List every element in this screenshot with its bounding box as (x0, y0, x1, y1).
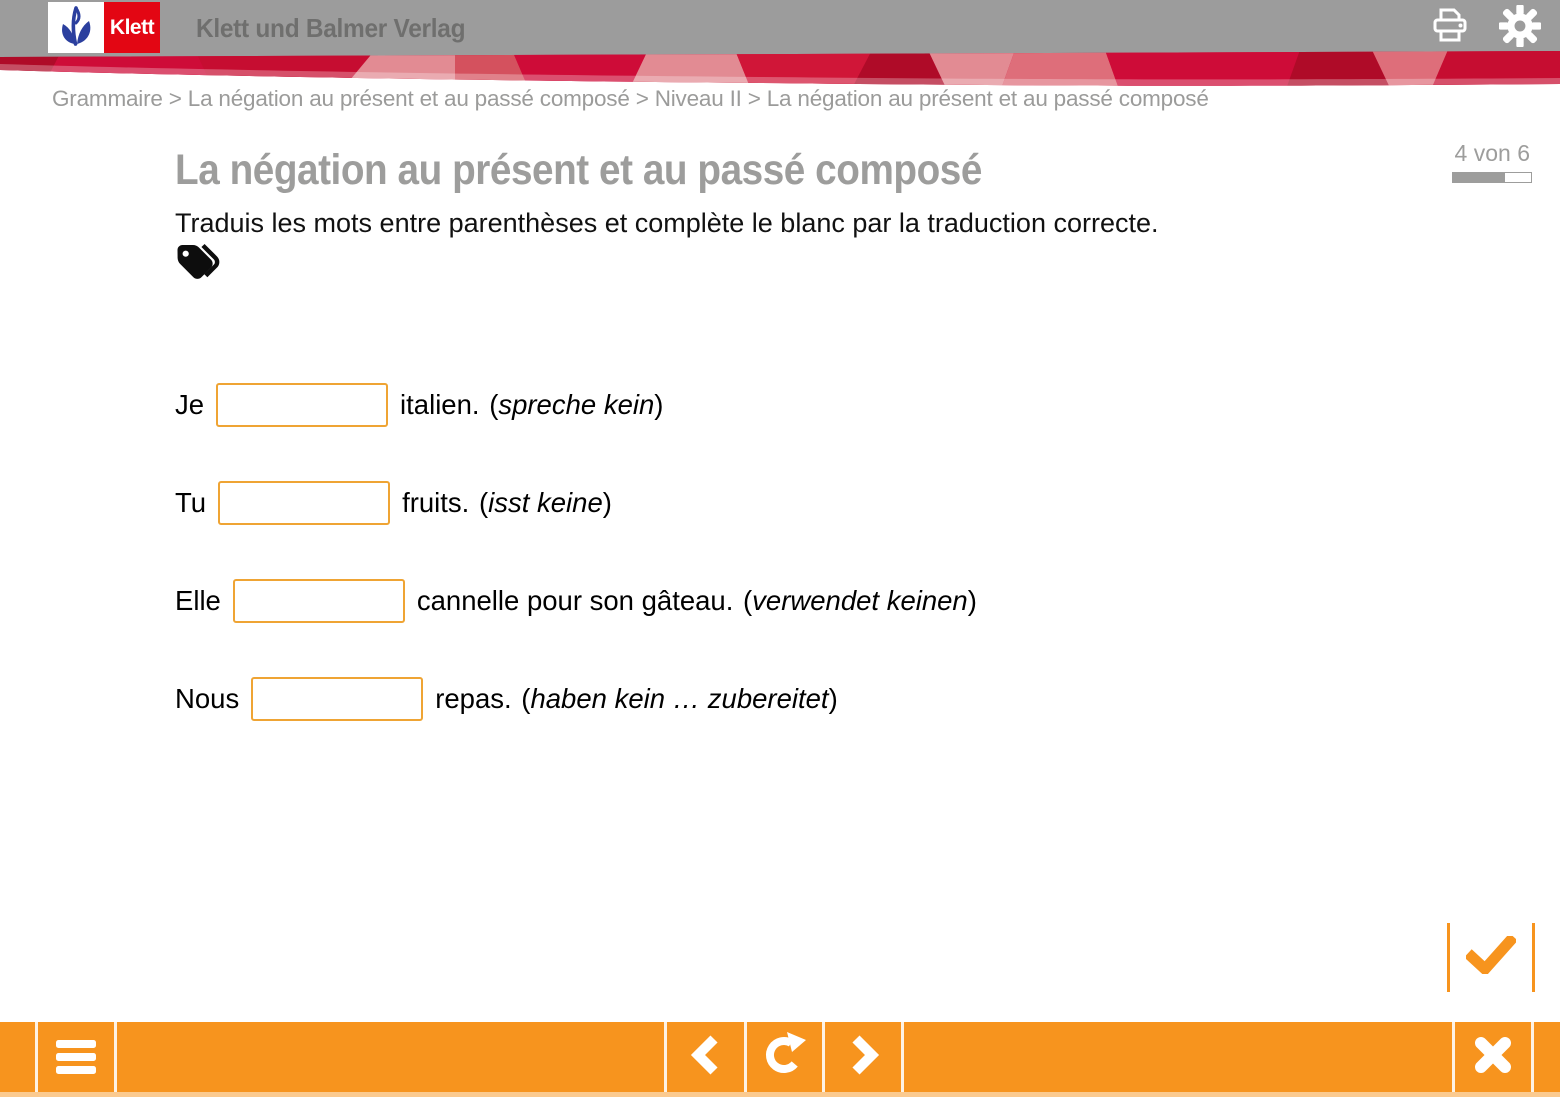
gear-icon (1499, 5, 1541, 52)
exercise-row (175, 579, 977, 623)
chevron-right-icon (846, 1033, 882, 1082)
exercise-list (175, 383, 977, 721)
refresh-icon (762, 1032, 808, 1083)
sentence-start: Je (175, 389, 205, 420)
sentence-tail: cannelle pour son gâteau. (verwendet keinen) (416, 585, 977, 616)
sentence-tail: italien. (spreche kein) (400, 389, 664, 420)
hint-text: isst keine (488, 487, 603, 518)
reload-button[interactable] (747, 1022, 822, 1092)
gap-input-2[interactable] (218, 481, 390, 525)
breadcrumb: Grammaire > La négation au présent et au passé composé > Niveau II > La négation au présent et au passé composé (52, 86, 1209, 111)
klett-brand-text: Klett (109, 15, 155, 39)
exercise-row (175, 481, 977, 525)
tags-icon (174, 242, 220, 287)
sentence-start: Tu (175, 487, 207, 518)
settings-button[interactable] (1498, 6, 1542, 50)
check-answer-button[interactable] (1447, 923, 1535, 992)
klett-logo (48, 2, 160, 53)
gap-input-1[interactable] (216, 383, 388, 427)
page-title: La négation au présent et au passé composé (175, 146, 982, 194)
x-icon (1471, 1033, 1515, 1082)
exercise-row (175, 677, 977, 721)
task-instruction: Traduis les mots entre parenthèses et complète le blanc par la traduction correcte. (175, 208, 1159, 238)
gap-input-4[interactable] (251, 677, 423, 721)
next-button[interactable] (825, 1022, 902, 1092)
sentence-start: Elle (175, 585, 221, 616)
chevron-left-icon (688, 1033, 724, 1082)
progress-bar (1452, 172, 1532, 183)
sentence-tail: fruits. (isst keine) (402, 487, 612, 518)
klett-brand-badge (104, 2, 160, 53)
progress-label: 4 von 6 (1454, 140, 1530, 166)
previous-button[interactable] (667, 1022, 745, 1092)
printer-icon (1430, 7, 1470, 50)
hint-text: verwendet keinen (752, 585, 968, 616)
toolbar-divider (1531, 1022, 1534, 1092)
sentence-start: Nous (175, 683, 240, 714)
bottom-toolbar (0, 1022, 1560, 1097)
progress-fill (1453, 173, 1505, 182)
sentence-tail: repas. (haben kein … zubereitet) (435, 683, 838, 714)
close-button[interactable] (1455, 1022, 1531, 1092)
hamburger-icon (56, 1040, 96, 1074)
klett-fleur-icon (48, 2, 104, 53)
gap-input-3[interactable] (233, 579, 405, 623)
toolbar-divider (114, 1022, 117, 1092)
publisher-title: Klett und Balmer Verlag (196, 13, 466, 43)
print-button[interactable] (1428, 6, 1472, 50)
menu-button[interactable] (38, 1022, 114, 1092)
exercise-row (175, 383, 977, 427)
header-bar (0, 0, 1560, 57)
check-icon (1466, 936, 1516, 979)
hint-text: spreche kein (498, 389, 655, 420)
hint-text: haben kein … zubereitet (530, 683, 829, 714)
